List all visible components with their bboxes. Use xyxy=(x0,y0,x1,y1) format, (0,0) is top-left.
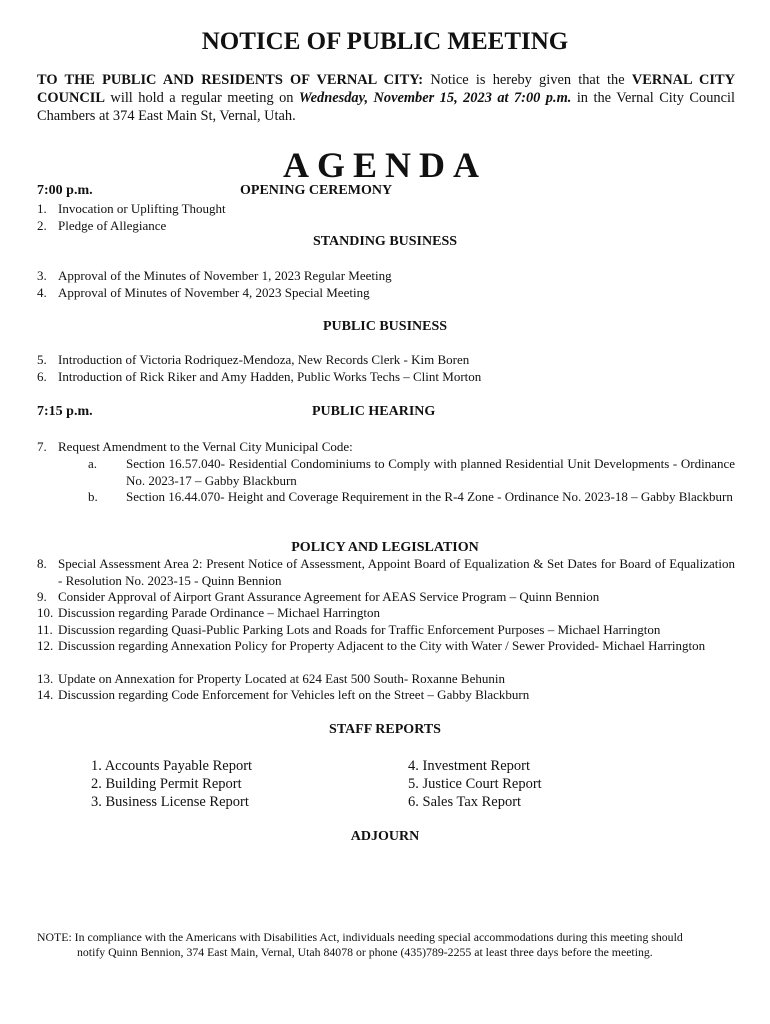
agenda-item: Discussion regarding Code Enforcement for Vehicles left on the Street – Gabby Blackburn xyxy=(58,687,530,702)
agenda-item: Consider Approval of Airport Grant Assurance Agreement for AEAS Service Program – Quinn Bennion xyxy=(58,589,600,604)
page-title: NOTICE OF PUBLIC MEETING xyxy=(201,28,569,55)
accessibility-note xyxy=(37,930,735,960)
agenda-subitem: Section 16.57.040- Residential Condominiums to Comply with planned Residential Unit Developments - Ordinance No. 2023-17 – Gabby Blackburn xyxy=(126,456,735,488)
agenda-item: Approval of the Minutes of November 1, 2023 Regular Meeting xyxy=(58,268,392,283)
item-number: 2. xyxy=(37,218,47,233)
agenda-item: Update on Annexation for Property Located at 624 East 500 South- Roxanne Behunin xyxy=(58,671,505,686)
item-number: 12. xyxy=(37,638,54,653)
item-number: 9. xyxy=(37,589,47,604)
item-number: 14. xyxy=(37,687,54,702)
note-line-1: NOTE: In compliance with the Americans with Disabilities Act, individuals needing special accommodations during this meeting should xyxy=(37,930,683,944)
item-number: 4. xyxy=(37,285,47,300)
staff-report-item: 3. Business License Report xyxy=(91,794,249,810)
intro-text-2: will hold a regular meeting on xyxy=(110,90,294,106)
staff-report-item: 6. Sales Tax Report xyxy=(408,794,522,810)
agenda-heading: AGENDA xyxy=(282,145,487,185)
item-number: 7. xyxy=(37,439,47,454)
item-number: 13. xyxy=(37,671,54,686)
intro-text-3: in the Vernal City Council Chambers at 374 East Main St, Vernal, Utah. xyxy=(37,90,735,124)
item-number: 11. xyxy=(37,622,53,637)
item-number: 3. xyxy=(37,268,47,283)
agenda-subitem: Section 16.44.070- Height and Coverage Requirement in the R-4 Zone - Ordinance No. 2023-18 – Gabby Blackburn xyxy=(126,489,733,504)
item-number: 6. xyxy=(37,369,47,384)
agenda-item: Approval of Minutes of November 4, 2023 Special Meeting xyxy=(58,285,370,300)
agenda-item: Discussion regarding Annexation Policy for Property Adjacent to the City with Water / Sewer Provided- Michael Harrington xyxy=(58,638,706,653)
staff-report-item: 2. Building Permit Report xyxy=(91,776,242,792)
public-hearing-heading: PUBLIC HEARING xyxy=(312,404,436,419)
item-number: 10. xyxy=(37,605,54,620)
meeting-notice-intro xyxy=(37,71,735,125)
subitem-letter: b. xyxy=(88,489,98,504)
subitem-letter: a. xyxy=(88,456,98,471)
meeting-date: Wednesday, November 15, 2023 at 7:00 p.m. xyxy=(298,90,572,106)
hearing-time: 7:15 p.m. xyxy=(37,404,93,419)
agenda-item: Special Assessment Area 2: Present Notice of Assessment, Appoint Board of Equalization & Set Dates for Board of Equalization - Resolution No. 2023-15 - Quinn Bennion xyxy=(58,556,735,588)
agenda-item: Discussion regarding Parade Ordinance – Michael Harrington xyxy=(58,605,381,620)
intro-text-1: Notice is hereby given that the xyxy=(430,72,625,88)
staff-report-item: 4. Investment Report xyxy=(408,758,531,774)
agenda-item: Pledge of Allegiance xyxy=(58,218,167,233)
opening-time: 7:00 p.m. xyxy=(37,183,93,198)
item-number: 1. xyxy=(37,201,47,216)
opening-heading: OPENING CEREMONY xyxy=(240,183,393,198)
item-number: 5. xyxy=(37,352,47,367)
intro-lead: TO THE PUBLIC AND RESIDENTS OF VERNAL CITY: xyxy=(37,72,424,88)
agenda-item: Introduction of Victoria Rodriquez-Mendoza, New Records Clerk - Kim Boren xyxy=(58,352,470,367)
item-number: 8. xyxy=(37,556,47,571)
note-line-2: notify Quinn Bennion, 374 East Main, Vernal, Utah 84078 or phone (435)789-2255 at least three days before the meeting. xyxy=(77,945,653,959)
staff-report-item: 5. Justice Court Report xyxy=(408,776,542,792)
staff-reports-heading: STAFF REPORTS xyxy=(329,722,441,737)
agenda-item: Invocation or Uplifting Thought xyxy=(58,201,226,216)
adjourn-heading: ADJOURN xyxy=(350,829,420,844)
public-business-heading: PUBLIC BUSINESS xyxy=(322,319,448,334)
agenda-item: Discussion regarding Quasi-Public Parking Lots and Roads for Traffic Enforcement Purposes – Michael Harrington xyxy=(58,622,661,637)
staff-report-item: 1. Accounts Payable Report xyxy=(91,758,253,774)
agenda-item: Request Amendment to the Vernal City Municipal Code: xyxy=(58,439,353,454)
standing-business-heading: STANDING BUSINESS xyxy=(312,234,458,249)
council-name: VERNAL CITY COUNCIL xyxy=(37,72,735,106)
agenda-item: Introduction of Rick Riker and Amy Hadden, Public Works Techs – Clint Morton xyxy=(58,369,482,384)
policy-legislation-heading: POLICY AND LEGISLATION xyxy=(291,540,479,555)
